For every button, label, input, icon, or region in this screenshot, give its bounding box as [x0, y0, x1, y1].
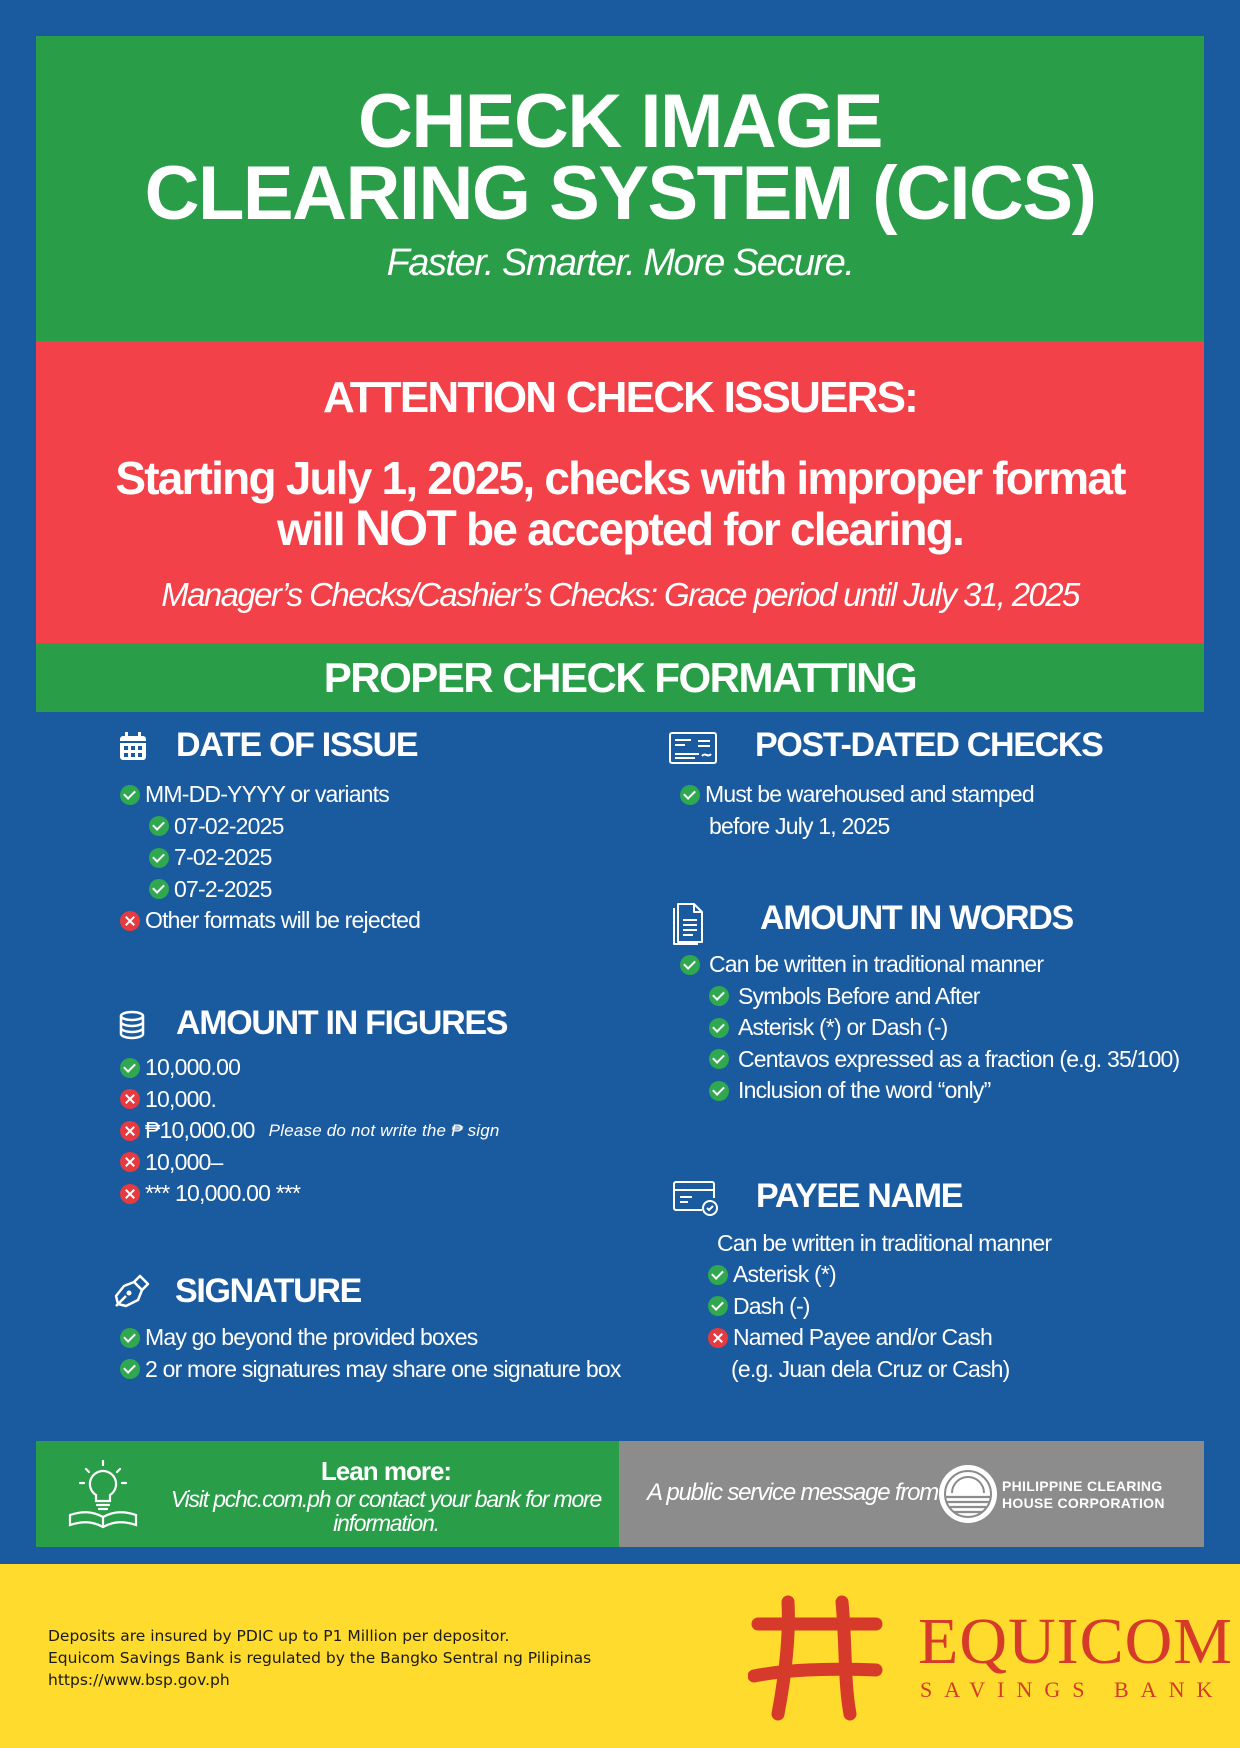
list-item: ₱10,000.00 Please do not write the ₱ sign: [120, 1115, 500, 1147]
post-dated-list: [680, 779, 1034, 842]
check-icon: [149, 879, 169, 899]
cross-icon: [708, 1328, 728, 1348]
pchc-logo-icon: [937, 1463, 999, 1525]
attention-notice: [36, 453, 1204, 554]
public-service-text: A public service message from: [647, 1479, 939, 1506]
formatting-title: PROPER CHECK FORMATTING: [36, 643, 1204, 712]
cross-icon: [120, 1121, 140, 1141]
amount-in-figures-title: AMOUNT IN FIGURES: [176, 1004, 508, 1042]
list-item: Asterisk (*) or Dash (-): [680, 1012, 1179, 1044]
signature-list: [120, 1322, 621, 1385]
date-of-issue-list: [120, 779, 420, 937]
equicom-wordmark: EQUICOM: [918, 1605, 1233, 1678]
list-item: 7-02-2025: [120, 842, 420, 874]
title-line-2: CLEARING SYSTEM (CICS): [144, 151, 1096, 236]
list-item: 10,000.00: [120, 1052, 500, 1084]
savings-bank-wordmark: SAVINGS BANK: [920, 1677, 1225, 1702]
cross-icon: [120, 911, 140, 931]
check-icon: [708, 1265, 728, 1285]
pchc-name: PHILIPPINE CLEARING HOUSE CORPORATION: [1002, 1478, 1165, 1511]
check-icon: [709, 986, 729, 1006]
list-item: Symbols Before and After: [680, 981, 1179, 1013]
check-icon: [120, 1359, 140, 1379]
header-banner: [36, 36, 1204, 341]
learn-more-heading: Lean more:: [320, 1456, 452, 1486]
check-icon: [120, 785, 140, 805]
payee-card-icon: [672, 1178, 722, 1218]
list-item: Other formats will be rejected: [120, 905, 420, 937]
list-item: Inclusion of the word “only”: [680, 1075, 1179, 1107]
list-item: before July 1, 2025: [709, 812, 890, 839]
pen-icon: [112, 1272, 152, 1312]
list-item: (e.g. Juan dela Cruz or Cash): [731, 1355, 1010, 1382]
footer-band: [0, 1564, 1240, 1748]
learn-more-panel: [36, 1441, 619, 1547]
learn-more-body: Visit pchc.com.ph or contact your bank for more information.: [170, 1486, 602, 1536]
list-item: Asterisk (*): [708, 1259, 1010, 1291]
list-item: MM-DD-YYYY or variants: [120, 779, 420, 811]
date-of-issue-title: DATE OF ISSUE: [176, 726, 418, 764]
check-icon: [709, 1081, 729, 1101]
list-item: 2 or more signatures may share one signature box: [120, 1354, 621, 1386]
public-service-panel: [619, 1441, 1204, 1547]
check-document-icon: [668, 728, 718, 768]
check-icon: [680, 955, 700, 975]
post-dated-checks-title: POST-DATED CHECKS: [755, 726, 1103, 764]
check-icon: [708, 1296, 728, 1316]
notice-line-1: Starting July 1, 2025, checks with improper format: [115, 452, 1125, 504]
tagline: Faster. Smarter. More Secure.: [386, 242, 854, 284]
list-item: Must be warehoused and stamped: [680, 779, 1034, 811]
title-line-1: CHECK IMAGE: [358, 79, 882, 164]
amount-in-words-title: AMOUNT IN WORDS: [760, 899, 1073, 937]
list-item: Centavos expressed as a fraction (e.g. 35/100): [680, 1044, 1179, 1076]
notice-line-2-post: be accepted for clearing.: [455, 503, 963, 555]
list-item: May go beyond the provided boxes: [120, 1322, 621, 1354]
payee-list: [708, 1259, 1010, 1385]
list-item: Named Payee and/or Cash: [708, 1322, 1010, 1354]
bsp-link[interactable]: https://www.bsp.gov.ph: [48, 1671, 230, 1689]
list-item: Dash (-): [708, 1291, 1010, 1323]
peso-sign-note: Please do not write the ₱ sign: [268, 1121, 500, 1140]
lightbulb-book-icon: [66, 1459, 140, 1529]
calendar-icon: [116, 729, 156, 769]
list-item: 10,000–: [120, 1147, 500, 1179]
amount-in-figures-list: [120, 1052, 500, 1210]
cross-icon: [120, 1184, 140, 1204]
poster-frame: [36, 36, 1204, 712]
grace-period-note: Manager’s Checks/Cashier’s Checks: Grace period until July 31, 2025: [161, 576, 1079, 613]
list-item: *** 10,000.00 ***: [120, 1178, 500, 1210]
disclaimer: [48, 1625, 591, 1691]
disclaimer-line: Equicom Savings Bank is regulated by the Bangko Sentral ng Pilipinas: [48, 1649, 592, 1667]
amount-in-words-list: [680, 949, 1179, 1107]
list-item: 07-02-2025: [120, 811, 420, 843]
cross-icon: [120, 1152, 140, 1172]
payee-name-title: PAYEE NAME: [756, 1177, 963, 1215]
notice-line-2-pre: will: [276, 503, 355, 555]
attention-banner: [36, 341, 1204, 643]
check-icon: [709, 1049, 729, 1069]
signature-title: SIGNATURE: [175, 1272, 362, 1310]
list-item: 07-2-2025: [120, 874, 420, 906]
notice-not: NOT: [354, 500, 456, 556]
attention-heading: ATTENTION CHECK ISSUERS:: [322, 373, 917, 422]
check-icon: [680, 785, 700, 805]
check-icon: [149, 816, 169, 836]
equicom-logo-icon: [748, 1592, 888, 1722]
check-icon: [120, 1328, 140, 1348]
list-item: 10,000.: [120, 1084, 500, 1116]
check-icon: [709, 1018, 729, 1038]
list-item: Can be written in traditional manner: [680, 949, 1179, 981]
coins-icon: [116, 1008, 156, 1048]
payee-intro: Can be written in traditional manner: [717, 1230, 1052, 1256]
check-icon: [120, 1058, 140, 1078]
cross-icon: [120, 1089, 140, 1109]
disclaimer-line: Deposits are insured by PDIC up to P1 Million per depositor.: [48, 1627, 510, 1645]
documents-icon: [672, 898, 712, 946]
check-icon: [149, 848, 169, 868]
